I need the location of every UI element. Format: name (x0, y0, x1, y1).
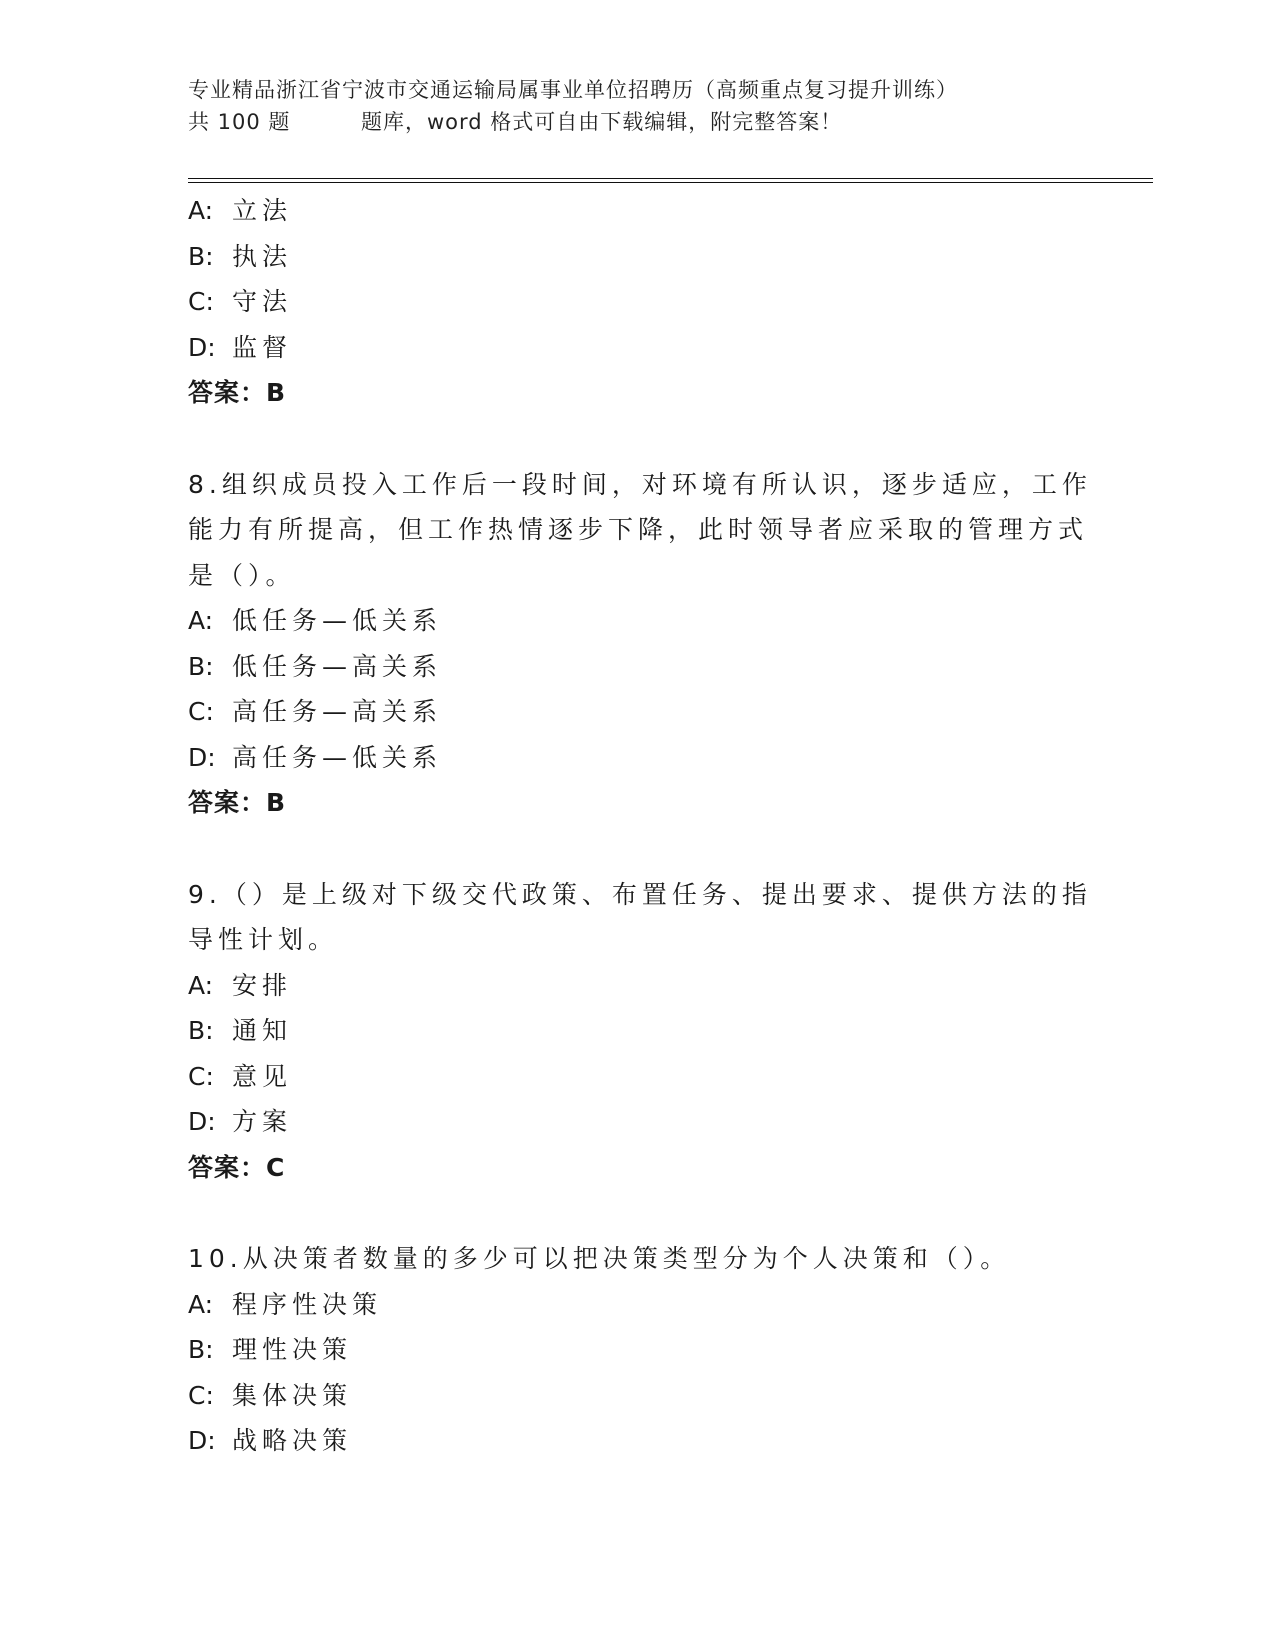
option-c: C: 意见 (188, 1061, 293, 1091)
header-subtitle-line (188, 106, 1138, 138)
question-text-line: 9.（）是上级对下级交代政策、布置任务、提出要求、提供方法的指 (188, 879, 1092, 909)
option-a: A: 立法 (188, 196, 293, 225)
option-d: D: 高任务—低关系 (188, 742, 443, 772)
option-d: D: 监督 (188, 332, 293, 362)
header-title-line: 专业精品浙江省宁波市交通运输局属事业单位招聘历（高频重点复习提升训练） (188, 78, 958, 102)
option-d: D: 方案 (188, 1107, 293, 1136)
question-text-line: 能力有所提高，但工作热情逐步下降，此时领导者应采取的管理方式 (188, 515, 1089, 544)
option-b: B: 通知 (188, 1016, 293, 1045)
option-d: D: 战略决策 (188, 1426, 353, 1455)
question-text-line: 导性计划。 (188, 925, 339, 954)
option-a: A: 安排 (188, 970, 293, 1000)
question-text-line: 8.组织成员投入工作后一段时间，对环境有所认识，逐步适应，工作 (188, 469, 1092, 499)
question-block-10 (188, 1236, 1068, 1464)
question-count: 共 100 题 (188, 110, 291, 134)
question-block-7 (188, 188, 1068, 416)
header-divider-bottom (188, 182, 1153, 183)
question-content (188, 188, 1092, 1464)
option-b: B: 执法 (188, 241, 293, 271)
option-c: C: 高任务—高关系 (188, 697, 443, 726)
option-c: C: 守法 (188, 287, 293, 316)
document-header (188, 74, 1138, 138)
answer-line: 答案：C (188, 1152, 286, 1182)
option-c: C: 集体决策 (188, 1380, 353, 1410)
option-b: B: 理性决策 (188, 1335, 353, 1364)
header-divider-top (188, 178, 1153, 179)
answer-line: 答案：B (188, 788, 287, 817)
option-a: A: 低任务—低关系 (188, 606, 443, 635)
option-a: A: 程序性决策 (188, 1289, 383, 1319)
option-b: B: 低任务—高关系 (188, 651, 443, 681)
question-text-line: 10.从决策者数量的多少可以把决策类型分为个人决策和（）。 (188, 1244, 1011, 1273)
question-block-8 (188, 462, 1092, 826)
answer-line: 答案：B (188, 378, 287, 407)
question-text-line: 是（）。 (188, 560, 296, 590)
header-description: 题库，word 格式可自由下载编辑，附完整答案！ (361, 110, 843, 134)
question-block-9 (188, 872, 1092, 1191)
